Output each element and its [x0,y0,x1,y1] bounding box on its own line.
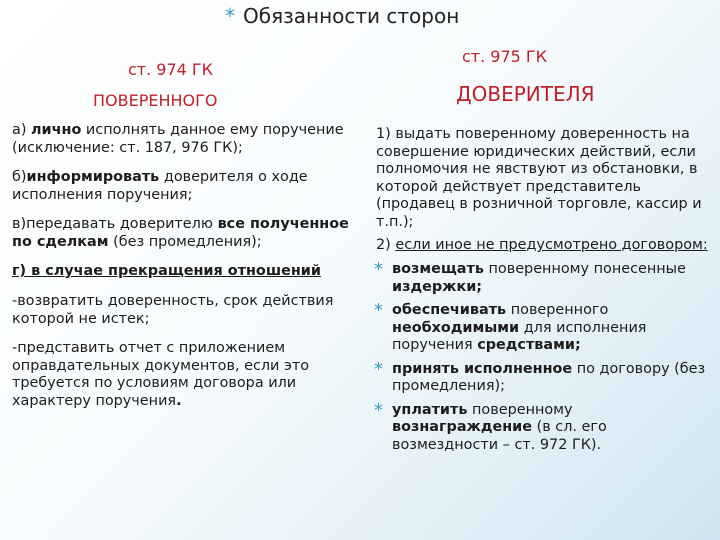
duty-a: а) лично исполнять данное ему поручение (исключение: ст. 187, 976 ГК); [12,122,344,156]
star-bullet-icon: * [374,358,383,380]
attorney-duties [12,122,352,422]
principal-duties [376,126,711,461]
duty-e: -возвратить доверенность, срок действия которой не истек; [12,292,334,327]
duty-1: 1) выдать поверенному доверенность на совершение юридических действий, если полномочия не явствуют из обстановки, в которой действует представитель (продавец в розничной торговле, кассир и т.п.); [376,126,702,230]
star-bullet-icon: * [374,300,383,322]
star-bullet-icon: * [374,258,383,280]
bullet-item: * уплатить поверенному вознаграждение (в сл. его возмездности – ст. 972 ГК). [374,399,607,453]
right-role: ДОВЕРИТЕЛЯ [456,82,595,106]
bullet-item: * принять исполненное по договору (без промедления); [374,358,706,395]
bullet-item: * обеспечивать поверенного необходимыми для исполнения поручения средствами; [374,300,647,354]
title-text: Обязанности сторон [243,4,460,28]
duty-2: 2) если иное не предусмотрено договором: [376,237,708,254]
duty-f: -представить отчет с приложением оправдательных документов, если это требуется по условиям договора или характеру поручения. [12,340,310,409]
bullet-item: * возмещать поверенному понесенные издержки; [374,258,686,295]
duty-d: г) в случае прекращения отношений [12,263,321,280]
duty-c: в)передавать доверителю все полученное по сделкам (без промедления); [12,216,349,250]
duty-b: б)информировать доверителя о ходе исполнения поручения; [12,169,308,203]
left-role: ПОВЕРЕННОГО [93,91,218,110]
star-bullet-icon: * [225,4,235,28]
slide-title [225,4,459,28]
right-article: ст. 975 ГК [462,47,548,66]
star-bullet-icon: * [374,399,383,421]
left-article: ст. 974 ГК [128,60,214,79]
